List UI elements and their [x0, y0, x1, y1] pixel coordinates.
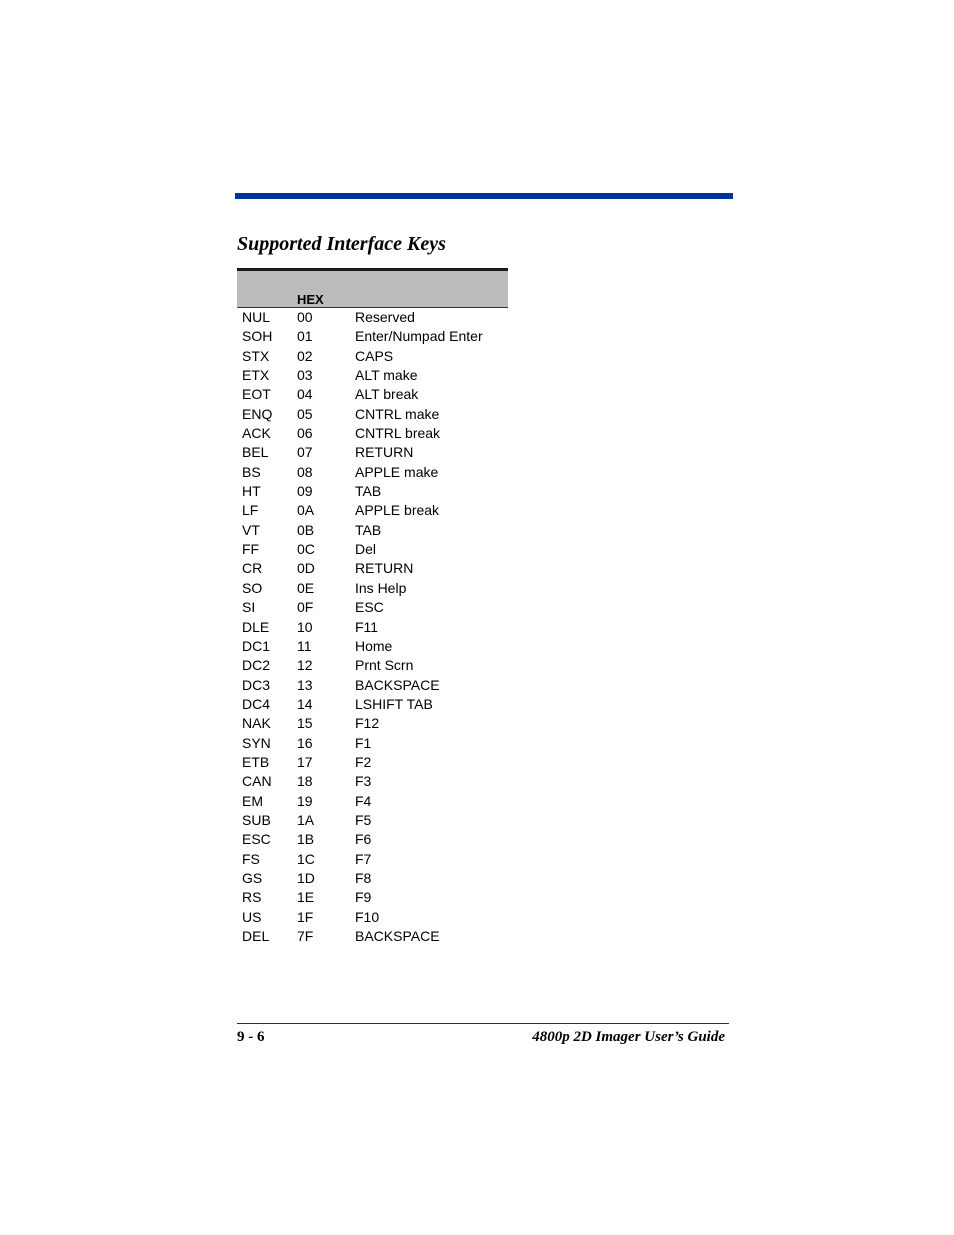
table-row [237, 424, 508, 443]
key-function-cell: F1 [355, 734, 372, 751]
key-char-cell: US [242, 908, 262, 925]
key-function-cell: F3 [355, 773, 372, 790]
table-row [237, 579, 508, 598]
key-char-cell: EM [242, 792, 263, 809]
key-char-cell: BEL [242, 444, 269, 461]
key-hex-cell: 11 [297, 637, 312, 654]
key-char-cell: ETX [242, 367, 270, 384]
key-char-cell: HT [242, 483, 261, 500]
key-hex-cell: 03 [297, 367, 313, 384]
key-function-cell: F11 [355, 618, 379, 635]
table-row [237, 676, 508, 695]
key-hex-cell: 1D [297, 869, 315, 886]
key-function-cell: ALT break [355, 386, 419, 403]
key-char-cell: ESC [242, 831, 271, 848]
key-function-cell: BACKSPACE [355, 676, 440, 693]
key-char-cell: DC2 [242, 657, 271, 674]
key-hex-cell: 01 [297, 328, 313, 345]
key-hex-cell: 10 [297, 618, 313, 635]
key-char-cell: ACK [242, 425, 271, 442]
key-char-cell: FS [242, 850, 260, 867]
table-row [237, 811, 508, 830]
footer-rule [237, 1023, 729, 1024]
key-hex-cell: 0C [297, 541, 315, 558]
key-hex-cell: 05 [297, 405, 313, 422]
key-function-cell: Home [355, 637, 393, 654]
table-row [237, 540, 508, 559]
key-function-cell: Ins Help [355, 579, 407, 596]
key-hex-cell: 14 [297, 695, 313, 712]
key-char-cell: ETB [242, 753, 270, 770]
key-char-cell: DC4 [242, 695, 271, 712]
table-row [237, 637, 508, 656]
table-row [237, 734, 508, 753]
key-hex-cell: 0F [297, 599, 314, 616]
table-row [237, 521, 508, 540]
key-hex-cell: 16 [297, 734, 313, 751]
key-char-cell: BS [242, 463, 261, 480]
table-row [237, 695, 508, 714]
key-hex-cell: 0D [297, 560, 315, 577]
key-hex-cell: 0A [297, 502, 315, 519]
table-row [237, 830, 508, 849]
table-row [237, 850, 508, 869]
key-char-cell: LF [242, 502, 259, 519]
key-char-cell: SOH [242, 328, 273, 345]
key-function-cell: CNTRL make [355, 405, 440, 422]
key-function-cell: F6 [355, 831, 372, 848]
key-function-cell: F2 [355, 753, 372, 770]
key-function-cell: APPLE make [355, 463, 439, 480]
key-hex-cell: 09 [297, 483, 313, 500]
table-row [237, 463, 508, 482]
key-function-cell: TAB [355, 521, 382, 538]
table-row [237, 869, 508, 888]
table-row [237, 327, 508, 346]
key-hex-cell: 18 [297, 773, 313, 790]
key-function-cell: BACKSPACE [355, 928, 440, 944]
page-number: 9 - 6 [237, 1029, 265, 1045]
key-char-cell: NAK [242, 715, 271, 732]
table-row [237, 792, 508, 811]
key-char-cell: NUL [242, 309, 271, 325]
key-char-cell: EOT [242, 386, 271, 403]
key-hex-cell: 17 [297, 753, 313, 770]
key-hex-cell: 13 [297, 676, 313, 693]
guide-title: 4800p 2D Imager User’s Guide [532, 1029, 725, 1045]
key-char-cell: DEL [242, 928, 270, 944]
table-body [237, 308, 508, 946]
key-char-cell: SUB [242, 811, 271, 828]
key-hex-cell: 1E [297, 889, 315, 906]
key-function-cell: F8 [355, 869, 372, 886]
key-function-cell: CNTRL break [355, 425, 441, 442]
key-function-cell: F12 [355, 715, 380, 732]
table-row [237, 347, 508, 366]
key-hex-cell: 7F [297, 928, 314, 944]
key-char-cell: GS [242, 869, 263, 886]
key-char-cell: STX [242, 347, 270, 364]
key-hex-cell: 00 [297, 309, 313, 325]
key-char-cell: CAN [242, 773, 272, 790]
key-char-cell: ENQ [242, 405, 273, 422]
table-row [237, 559, 508, 578]
table-row [237, 753, 508, 772]
table-header [237, 268, 508, 308]
table-row [237, 405, 508, 424]
key-char-cell: CR [242, 560, 263, 577]
header-rule [235, 193, 733, 199]
key-function-cell: TAB [355, 483, 382, 500]
table-row [237, 598, 508, 617]
key-hex-cell: 12 [297, 657, 313, 674]
table-row [237, 501, 508, 520]
table-row [237, 443, 508, 462]
table-row [237, 366, 508, 385]
key-hex-cell: 08 [297, 463, 313, 480]
key-char-cell: VT [242, 521, 260, 538]
key-function-cell: ESC [355, 599, 384, 616]
interface-keys-table [237, 268, 508, 946]
key-hex-cell: 07 [297, 444, 313, 461]
key-function-cell: F4 [355, 792, 372, 809]
key-hex-cell: 15 [297, 715, 313, 732]
key-char-cell: SI [242, 599, 256, 616]
key-hex-cell: 1B [297, 831, 315, 848]
key-hex-cell: 1A [297, 811, 315, 828]
key-hex-cell: 1F [297, 908, 314, 925]
table-row [237, 927, 508, 946]
key-hex-cell: 04 [297, 386, 313, 403]
key-hex-cell: 02 [297, 347, 313, 364]
key-function-cell: ALT make [355, 367, 418, 384]
table-row [237, 888, 508, 907]
key-hex-cell: 1C [297, 850, 315, 867]
key-function-cell: RETURN [355, 560, 414, 577]
key-char-cell: DLE [242, 618, 270, 635]
table-row [237, 482, 508, 501]
key-function-cell: Enter/Numpad Enter [355, 328, 483, 345]
table-row [237, 772, 508, 791]
key-hex-cell: 06 [297, 425, 313, 442]
key-char-cell: DC1 [242, 637, 271, 654]
key-char-cell: SO [242, 579, 263, 596]
table-row [237, 714, 508, 733]
table-row [237, 656, 508, 675]
key-hex-cell: 19 [297, 792, 313, 809]
key-function-cell: CAPS [355, 347, 394, 364]
table-row [237, 308, 508, 327]
key-hex-cell: 0B [297, 521, 315, 538]
table-row [237, 618, 508, 637]
key-char-cell: DC3 [242, 676, 271, 693]
key-function-cell: RETURN [355, 444, 414, 461]
key-char-cell: RS [242, 889, 262, 906]
key-char-cell: FF [242, 541, 260, 558]
key-hex-cell: 0E [297, 579, 315, 596]
key-function-cell: F9 [355, 889, 372, 906]
key-function-cell: APPLE break [355, 502, 440, 519]
key-function-cell: LSHIFT TAB [355, 695, 433, 712]
table-row [237, 385, 508, 404]
section-title: Supported Interface Keys [237, 233, 446, 255]
key-function-cell: Reserved [355, 309, 415, 325]
key-char-cell: SYN [242, 734, 271, 751]
key-function-cell: Prnt Scrn [355, 657, 414, 674]
column-header-hex: HEX [297, 292, 324, 307]
key-function-cell: F5 [355, 811, 372, 828]
table-row [237, 908, 508, 927]
key-function-cell: Del [355, 541, 377, 558]
key-function-cell: F10 [355, 908, 380, 925]
key-function-cell: F7 [355, 850, 372, 867]
